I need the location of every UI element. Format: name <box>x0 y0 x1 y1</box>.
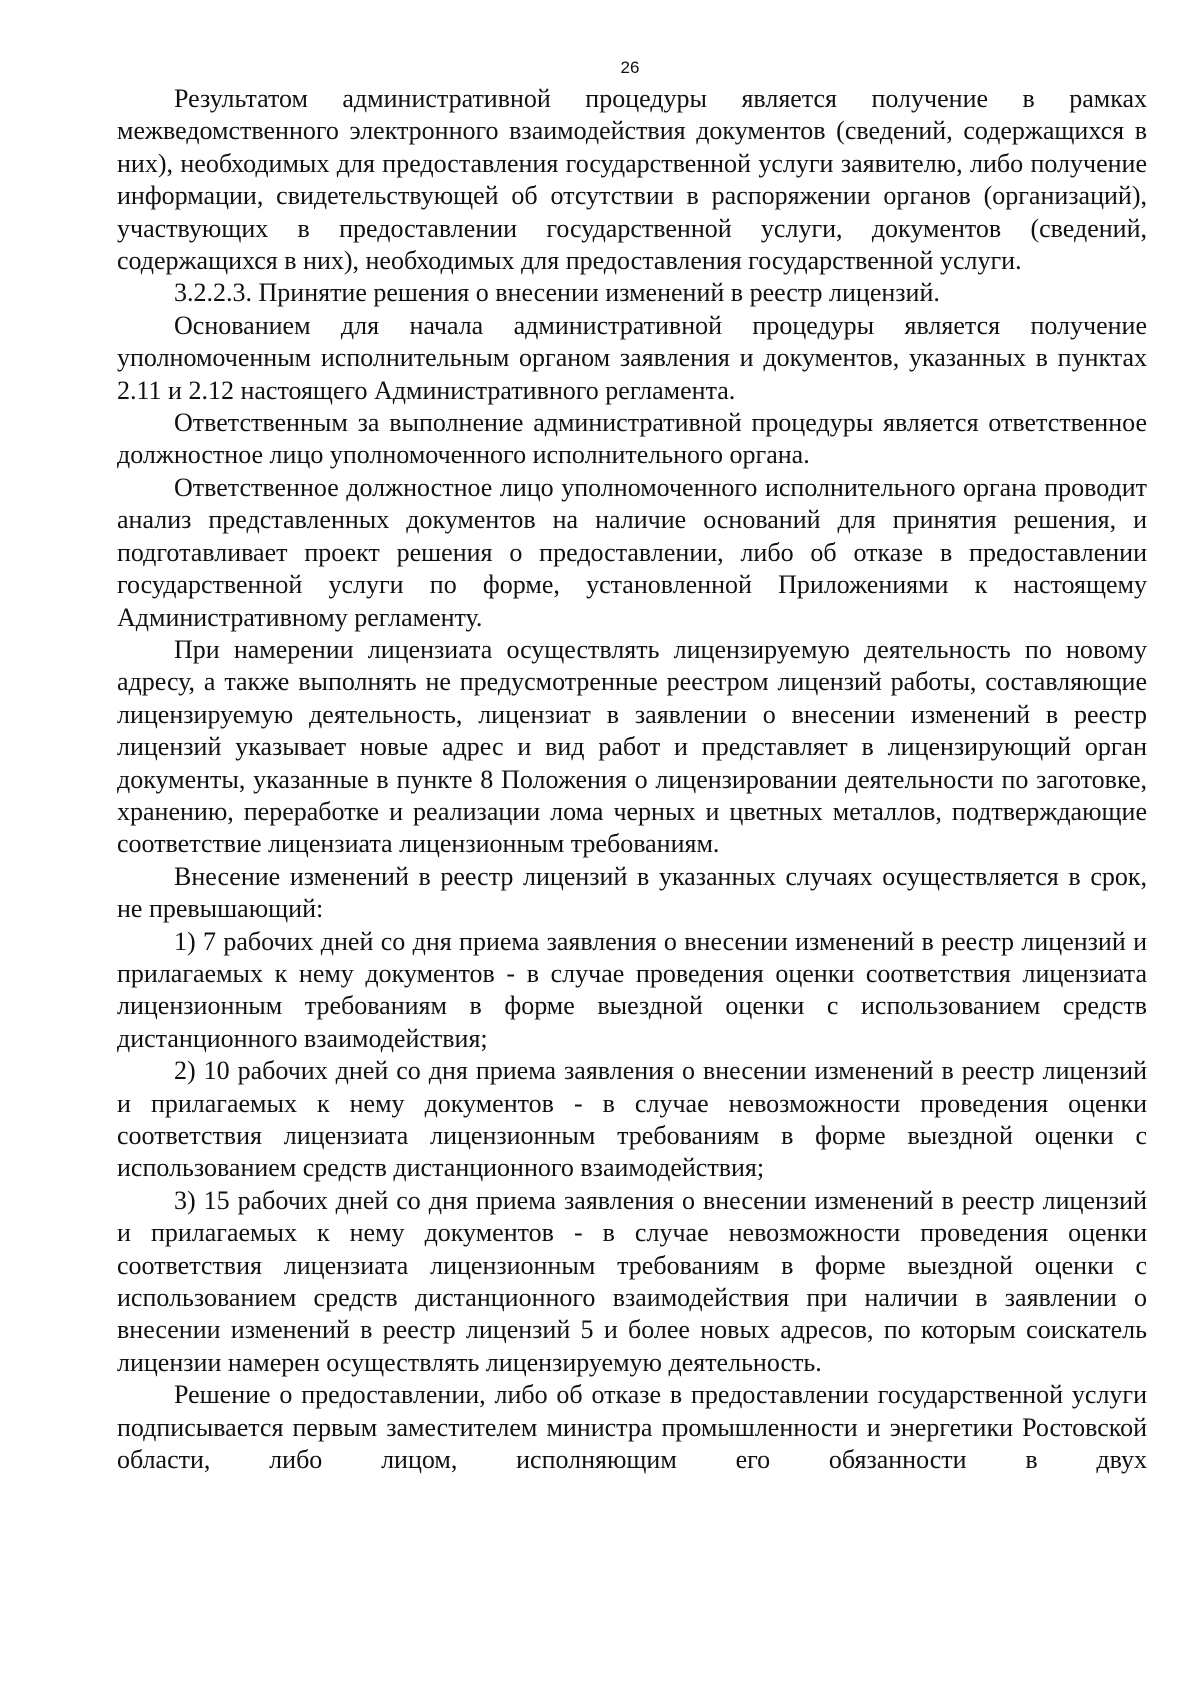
list-item-7-days: 1) 7 рабочих дней со дня приема заявления о внесении изменений в реестр лицензий и прилагаемых к нему документов - в случае проведения оценки соответствия лицензиата лицензионным требованиям в форме выездной оценки с использованием средств дистанционного взаимодействия; <box>117 926 1147 1053</box>
paragraph-procedure-result: Результатом административной процедуры является получение в рамках межведомственного электронного взаимодействия документов (сведений, содержащихся в них), необходимых для предоставления государственной услуги заявителю, либо получение информации, свидетельствующей об отсутствии в распоряжении органов (организаций), участвующих в предоставлении государственной услуги, документов (сведений, содержащихся в них), необходимых для предоставления государственной услуги. <box>117 84 1147 276</box>
document-body <box>117 83 1147 1476</box>
paragraph-procedure-grounds: Основанием для начала административной процедуры является получение уполномоченным исполнительным органом заявления и документов, указанных в пунктах 2.11 и 2.12 настоящего Административного регламента. <box>117 310 1147 405</box>
list-item-15-days: 3) 15 рабочих дней со дня приема заявления о внесении изменений в реестр лицензий и прилагаемых к нему документов - в случае невозможности проведения оценки соответствия лицензиата лицензионным требованиям в форме выездной оценки с использованием средств дистанционного взаимодействия при наличии в заявлении о внесении изменений в реестр лицензий 5 и более новых адресов, по которым соискатель лицензии намерен осуществлять лицензируемую деятельность. <box>117 1185 1147 1377</box>
paragraph-new-address-intent: При намерении лицензиата осуществлять лицензируемую деятельность по новому адресу, а также выполнять не предусмотренные реестром лицензий работы, составляющие лицензируемую деятельность, лицензиат в заявлении о внесении изменений в реестр лицензий указывает новые адрес и вид работ и представляет в лицензирующий орган документы, указанные в пункте 8 Положения о лицензировании деятельности по заготовке, хранению, переработке и реализации лома черных и цветных металлов, подтверждающие соответствие лицензиата лицензионным требованиям. <box>117 634 1147 859</box>
page-number: 26 <box>620 58 640 77</box>
paragraph-decision-signing: Решение о предоставлении, либо об отказе в предоставлении государственной услуги подписывается первым заместителем министра промышленности и энергетики Ростовской области, либо лицом, исполняющим его обязанности в двух <box>117 1380 1147 1475</box>
paragraph-registry-change-term: Внесение изменений в реестр лицензий в указанных случаях осуществляется в срок, не превышающий: <box>117 861 1147 924</box>
paragraph-section-3-2-2-3-heading: 3.2.2.3. Принятие решения о внесении изменений в реестр лицензий. <box>174 278 940 308</box>
paragraph-responsible-person: Ответственным за выполнение административной процедуры является ответственное должностное лицо уполномоченного исполнительного органа. <box>117 408 1147 470</box>
list-item-10-days: 2) 10 рабочих дней со дня приема заявления о внесении изменений в реестр лицензий и прилагаемых к нему документов - в случае невозможности проведения оценки соответствия лицензиата лицензионным требованиям в форме выездной оценки с использованием средств дистанционного взаимодействия; <box>117 1056 1147 1183</box>
paragraph-document-analysis: Ответственное должностное лицо уполномоченного исполнительного органа проводит анализ представленных документов на наличие оснований для принятия решения, и подготавливает проект решения о предоставлении, либо об отказе в предоставлении государственной услуги по форме, установленной Приложениями к настоящему Административному регламенту. <box>117 472 1147 632</box>
